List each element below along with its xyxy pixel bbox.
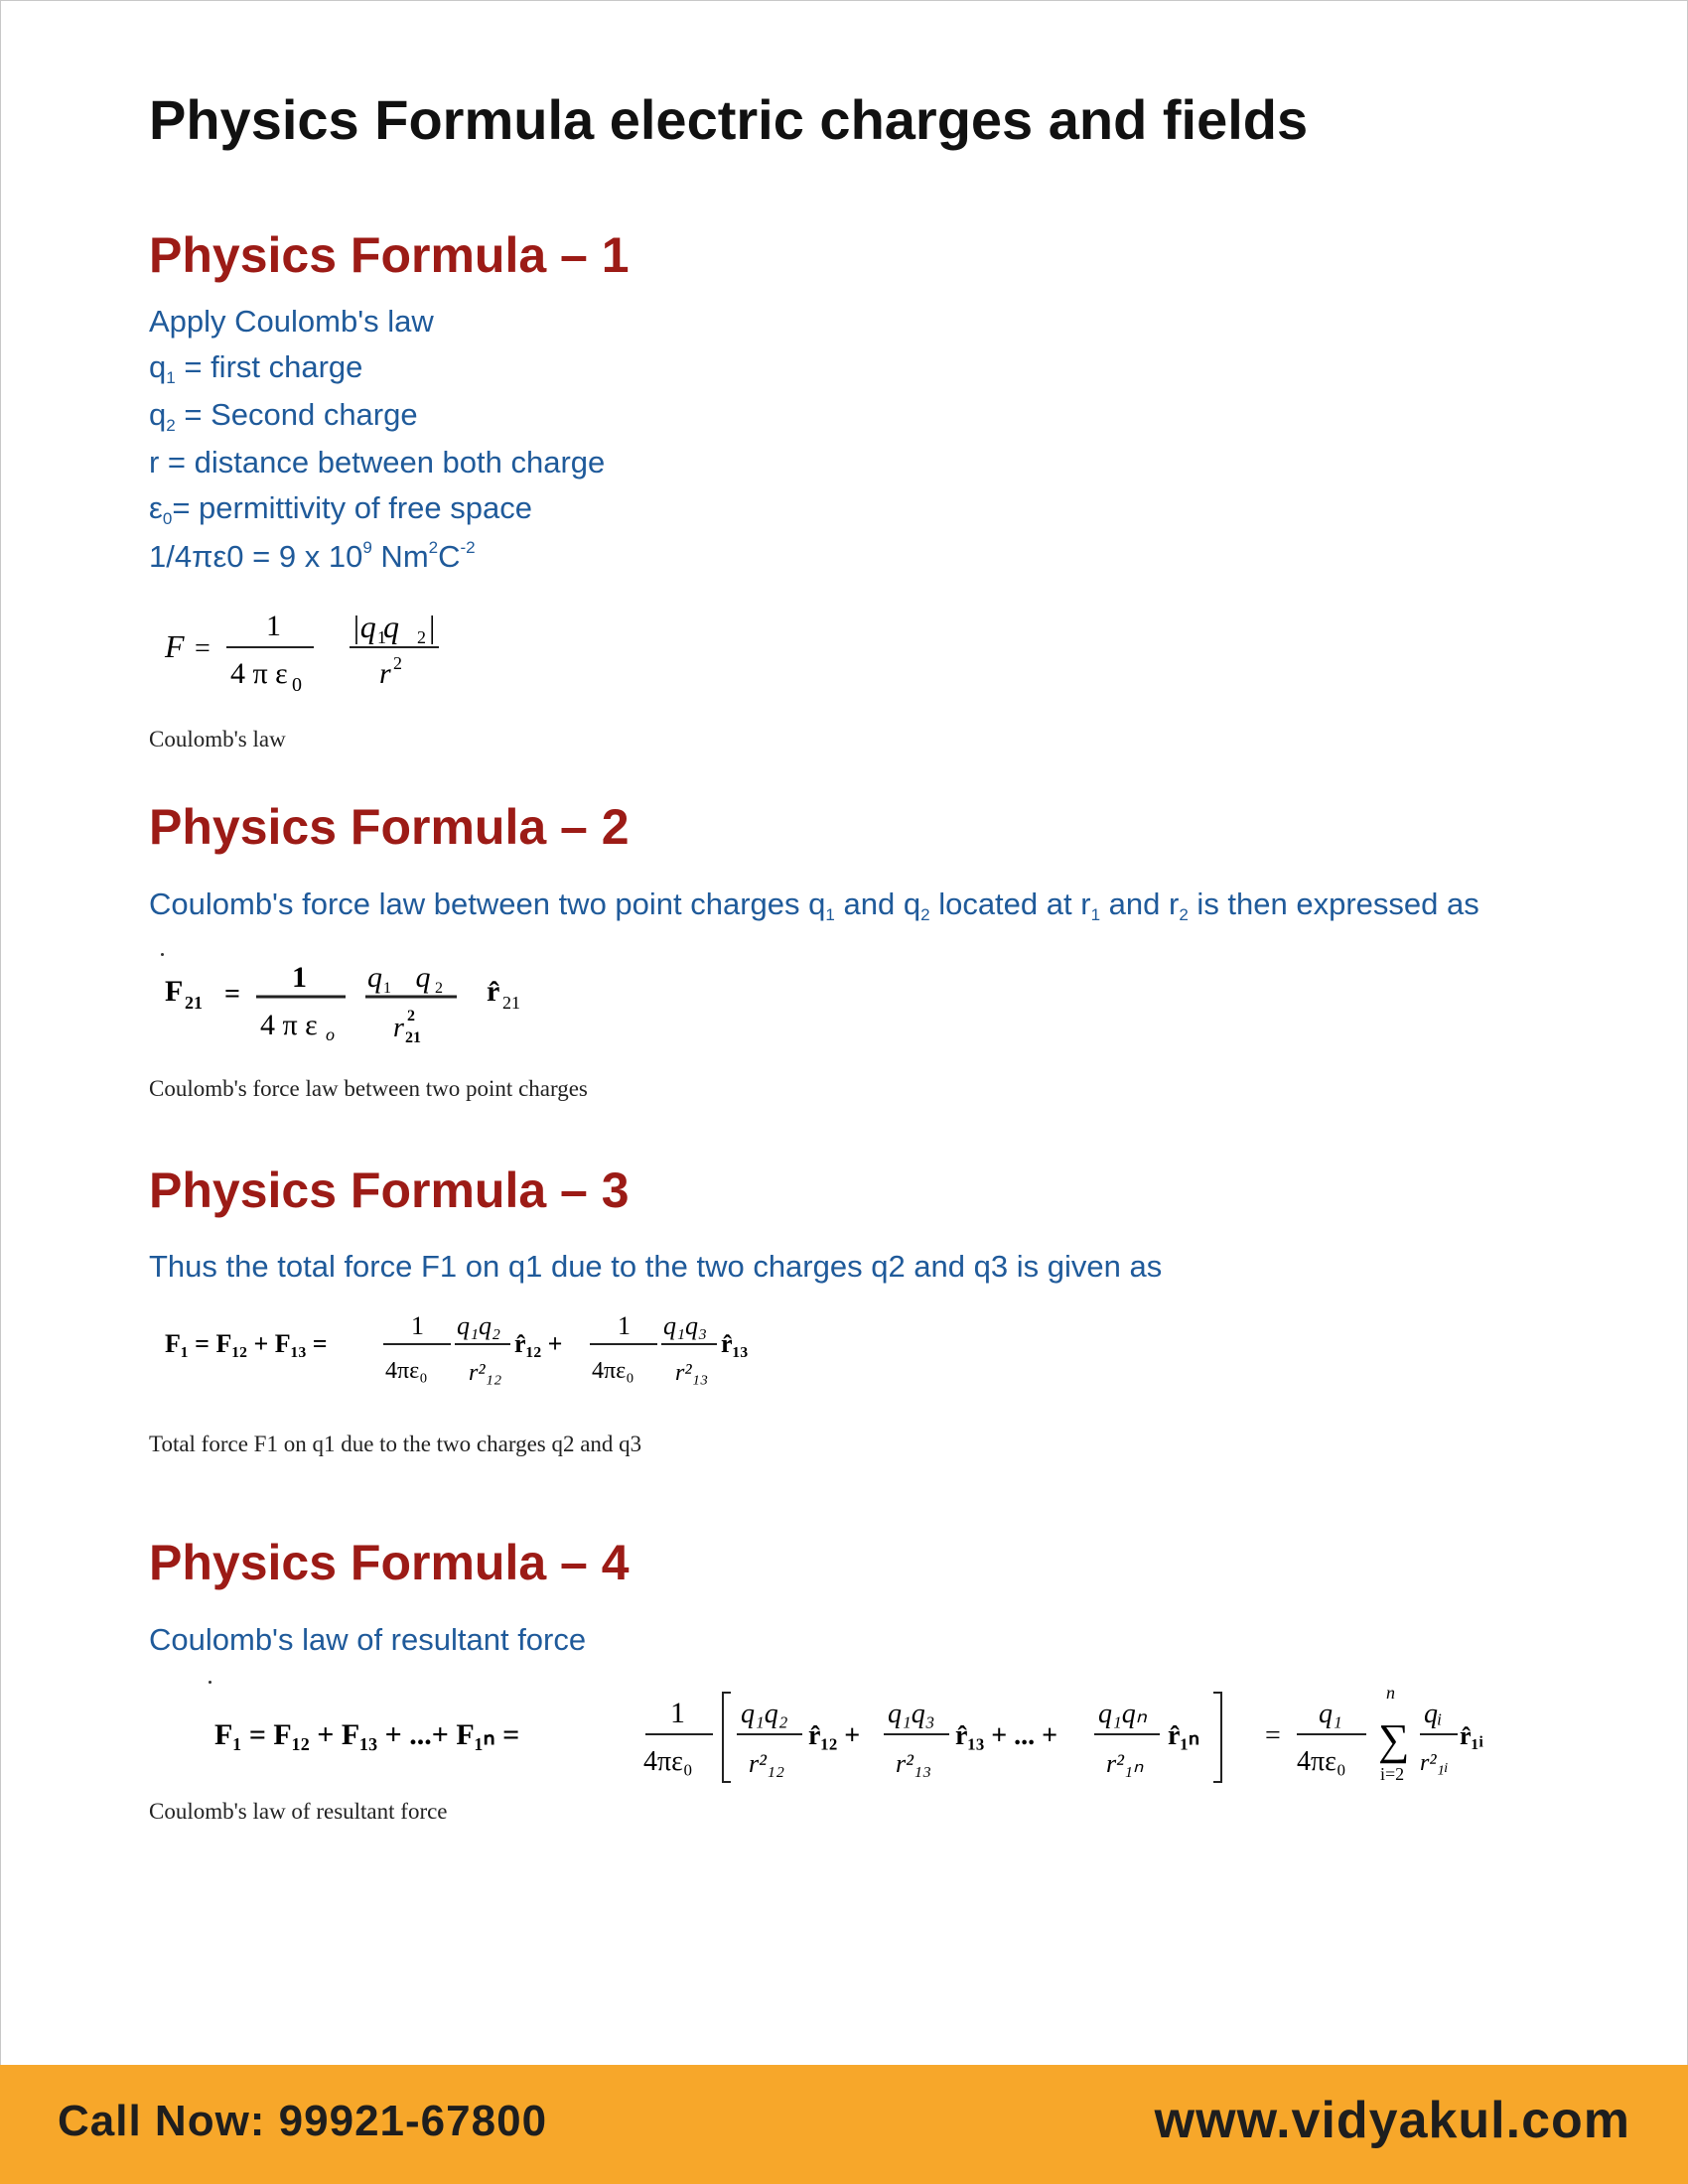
- section-2-heading: Physics Formula – 2: [149, 799, 630, 855]
- f1-num-end: |: [429, 609, 436, 644]
- f1-lhs: F: [165, 628, 185, 664]
- section-3-heading: Physics Formula – 3: [149, 1162, 630, 1218]
- coulombs-law-formula: [159, 596, 457, 705]
- s1-line-5: ε0= permittivity of free space: [149, 490, 532, 528]
- svg-text:q₁q₂: q₁q₂: [457, 1311, 501, 1340]
- f2-r-exp: 2: [407, 1008, 415, 1024]
- s3-caption: Total force F1 on q1 due to the two charges q2 and q3: [149, 1432, 642, 1456]
- s1-line-1: Apply Coulomb's law: [149, 304, 434, 339]
- f2-num: q: [367, 961, 382, 994]
- svg-text:qᵢ: qᵢ: [1424, 1699, 1443, 1729]
- f2-den-sub: o: [326, 1024, 335, 1044]
- svg-text:r̂₁₂ +: r̂₁₂ +: [808, 1720, 861, 1751]
- svg-text:1: 1: [670, 1697, 685, 1729]
- f1-den-sub: 0: [292, 674, 302, 696]
- f2-rhat-sub: 21: [502, 993, 520, 1013]
- svg-text:r̂₁ₙ: r̂₁ₙ: [1168, 1720, 1199, 1751]
- f1-r-exp: 2: [393, 653, 402, 673]
- f2-r: r: [393, 1013, 404, 1043]
- svg-text:i=2: i=2: [1380, 1764, 1405, 1784]
- svg-text:1: 1: [411, 1311, 424, 1340]
- f2-num-q2: q: [393, 961, 431, 994]
- svg-text:q₁q₃: q₁q₃: [888, 1699, 935, 1729]
- s2-description: Coulomb's force law between two point charges q1 and q2 located at r1 and r2 is then expressed as: [149, 887, 1479, 924]
- s2-caption: Coulomb's force law between two point charges: [149, 1076, 588, 1101]
- svg-text:r²₁ᵢ: r²₁ᵢ: [1420, 1750, 1449, 1776]
- s1-line-3: q2 = Second charge: [149, 397, 418, 435]
- svg-text:=: =: [1265, 1720, 1281, 1751]
- footer-bar: [0, 2065, 1688, 2184]
- f4-lhs: F₁ = F₁₂ + F₁₃ + ...+ F₁ₙ =: [214, 1718, 520, 1751]
- section-1-heading: Physics Formula – 1: [149, 227, 630, 283]
- total-force-formula: [159, 1300, 794, 1400]
- f1-num-sub2: 2: [417, 627, 426, 647]
- resultant-force-formula: [209, 1683, 1499, 1792]
- svg-text:1: 1: [618, 1311, 631, 1340]
- svg-text:∑: ∑: [1378, 1715, 1410, 1764]
- f2-r-sub: 21: [405, 1029, 421, 1046]
- f1-num-sub1: 1: [377, 627, 386, 647]
- s1-line-4: r = distance between both charge: [149, 445, 606, 479]
- svg-text:4πε₀: 4πε₀: [385, 1358, 428, 1384]
- svg-text:r²₁₂: r²₁₂: [469, 1360, 502, 1386]
- f3-lhs: F₁ = F₁₂ + F₁₃ =: [165, 1329, 328, 1358]
- f2-eq: =: [224, 979, 240, 1010]
- svg-text:r²₁₂: r²₁₂: [749, 1749, 784, 1778]
- f2-rhat: r̂: [487, 975, 500, 1008]
- f2-lhs: F: [165, 975, 184, 1008]
- footer-call-now[interactable]: Call Now: 99921-67800: [58, 2097, 548, 2145]
- f2-den: 4 π ε: [260, 1009, 318, 1041]
- f1-r: r: [379, 657, 391, 690]
- svg-text:r̂₁₃ + ... +: r̂₁₃ + ... +: [955, 1720, 1058, 1751]
- svg-text:r̂₁ᵢ: r̂₁ᵢ: [1460, 1721, 1483, 1750]
- s1-caption: Coulomb's law: [149, 727, 286, 751]
- svg-text:4πε₀: 4πε₀: [1297, 1746, 1346, 1777]
- f1-eq: =: [195, 633, 211, 664]
- f2-num-sub2: 2: [435, 980, 443, 997]
- section-4-heading: Physics Formula – 4: [149, 1535, 630, 1590]
- f1-one: 1: [266, 610, 281, 642]
- f1-num: |q: [352, 609, 376, 644]
- svg-text:q₁qₙ: q₁qₙ: [1098, 1699, 1147, 1729]
- svg-text:r²₁₃: r²₁₃: [896, 1749, 931, 1778]
- svg-text:r²₁ₙ: r²₁ₙ: [1106, 1749, 1144, 1778]
- s4-caption: Coulomb's law of resultant force: [149, 1799, 448, 1824]
- coulombs-force-vector-formula: [159, 953, 576, 1052]
- svg-text:q₁: q₁: [1319, 1699, 1342, 1729]
- s3-description: Thus the total force F1 on q1 due to the two charges q2 and q3 is given as: [149, 1249, 1163, 1284]
- svg-text:q₁q₃: q₁q₃: [663, 1311, 708, 1340]
- svg-text:r̂₁₃: r̂₁₃: [721, 1329, 749, 1358]
- svg-text:r̂₁₂ +: r̂₁₂ +: [514, 1329, 563, 1358]
- page-title: Physics Formula electric charges and fields: [149, 88, 1309, 151]
- svg-text:r²₁₃: r²₁₃: [675, 1360, 709, 1386]
- f1-den: 4 π ε: [230, 657, 288, 690]
- f2-num-sub1: 1: [383, 980, 391, 997]
- svg-text:n: n: [1386, 1683, 1395, 1703]
- s1-line-2: q1 = first charge: [149, 349, 363, 387]
- f1-num-q2: q: [383, 609, 399, 644]
- s4-description: Coulomb's law of resultant force: [149, 1622, 587, 1657]
- s1-line-6: 1/4πε0 = 9 x $10^9$ $Nm^2C^{-2}$: [149, 538, 476, 574]
- svg-text:q₁q₂: q₁q₂: [741, 1699, 788, 1729]
- footer-website-link[interactable]: www.vidyakul.com: [1154, 2092, 1630, 2149]
- svg-text:4πε₀: 4πε₀: [643, 1746, 693, 1777]
- svg-text:4πε₀: 4πε₀: [592, 1358, 634, 1384]
- f2-lhs-sub: 21: [185, 993, 203, 1013]
- f2-one: 1: [292, 961, 307, 994]
